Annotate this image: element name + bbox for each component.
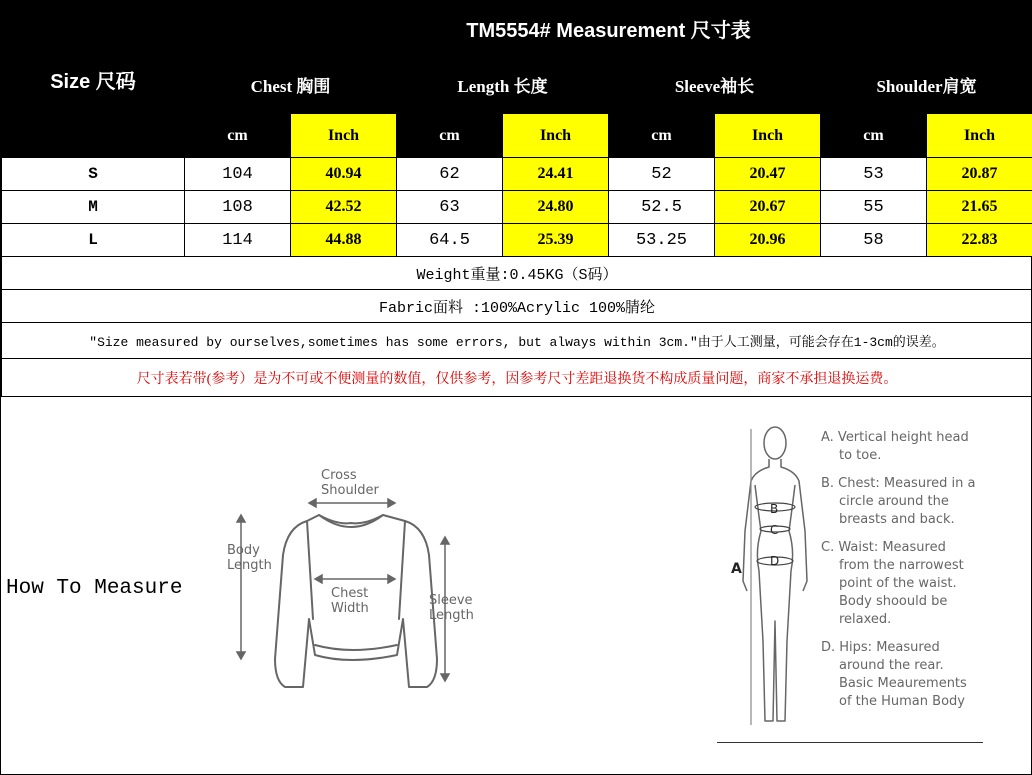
figure-head bbox=[764, 427, 786, 459]
legend-item-b bbox=[821, 475, 1021, 529]
weight-row bbox=[2, 257, 1032, 290]
shoulder-inch-cell: 22.83 bbox=[927, 224, 1032, 257]
shoulder-cm-cell: 53 bbox=[821, 158, 927, 191]
legend-b-line: circle around the bbox=[839, 494, 949, 509]
cross-shoulder-label-1: Cross bbox=[321, 468, 357, 483]
label-b: B bbox=[770, 502, 779, 516]
unit-inch: Inch bbox=[291, 114, 397, 158]
legend-a-line: to toe. bbox=[839, 448, 882, 463]
title-row bbox=[2, 2, 1032, 56]
unit-cm: cm bbox=[821, 114, 927, 158]
legend-d-line: D. Hips: Measured bbox=[821, 640, 940, 655]
group-chest: Chest 胸围 bbox=[185, 56, 397, 114]
arrowhead-icon bbox=[441, 537, 449, 544]
size-label: M bbox=[2, 191, 185, 224]
legend-c-line: from the narrowest bbox=[839, 558, 964, 573]
chest-inch-cell: 40.94 bbox=[291, 158, 397, 191]
unit-inch: Inch bbox=[927, 114, 1032, 158]
legend-c-line: Body shoould be bbox=[839, 594, 948, 609]
measurement-note: "Size measured by ourselves,sometimes has some errors, but always within 3cm."由于人工测量，可能会存在1-3cm的误差。 bbox=[2, 323, 1032, 359]
table-row bbox=[2, 191, 1032, 224]
legend-b-line: breasts and back. bbox=[839, 512, 955, 527]
legend-item-c bbox=[821, 539, 1021, 629]
unit-cm: cm bbox=[397, 114, 503, 158]
length-cm-cell: 63 bbox=[397, 191, 503, 224]
length-inch-cell: 24.80 bbox=[503, 191, 609, 224]
legend-d-line: of the Human Body bbox=[839, 694, 965, 709]
legend-c-line: point of the waist. bbox=[839, 576, 957, 591]
legend-a-line: A. Vertical height head bbox=[821, 430, 969, 445]
sleeve-length-label-1: Sleeve bbox=[429, 593, 473, 608]
group-sleeve: Sleeve袖长 bbox=[609, 56, 821, 114]
sleeve-cm-cell: 52 bbox=[609, 158, 715, 191]
weight-text: Weight重量:0.45KG（S码） bbox=[2, 257, 1032, 290]
table-row bbox=[2, 224, 1032, 257]
sweater-neckline bbox=[319, 515, 383, 527]
legend-item-a bbox=[821, 429, 1021, 465]
how-to-measure-label: How To Measure bbox=[6, 577, 183, 600]
fabric-row bbox=[2, 290, 1032, 323]
chest-cm-cell: 104 bbox=[185, 158, 291, 191]
sweater-right-seam bbox=[399, 521, 405, 619]
size-label: S bbox=[2, 158, 185, 191]
shoulder-inch-cell: 20.87 bbox=[927, 158, 1032, 191]
shoulder-inch-cell: 21.65 bbox=[927, 191, 1032, 224]
unit-inch: Inch bbox=[503, 114, 609, 158]
sleeve-inch-cell: 20.67 bbox=[715, 191, 821, 224]
chest-width-label-2: Width bbox=[331, 601, 369, 616]
sweater-left-seam bbox=[307, 521, 313, 619]
chest-cm-cell: 108 bbox=[185, 191, 291, 224]
arrowhead-icon bbox=[237, 652, 245, 659]
chest-width-label-1: Chest bbox=[331, 586, 369, 601]
body-figure-diagram bbox=[725, 421, 815, 743]
sweater-diagram bbox=[219, 459, 489, 699]
sleeve-cm-cell: 52.5 bbox=[609, 191, 715, 224]
unit-inch: Inch bbox=[715, 114, 821, 158]
length-cm-cell: 64.5 bbox=[397, 224, 503, 257]
legend-d-line: around the rear. bbox=[839, 658, 944, 673]
fabric-text: Fabric面料 :100%Acrylic 100%腈纶 bbox=[2, 290, 1032, 323]
sleeve-length-label-2: Length bbox=[429, 608, 474, 623]
legend-c-line: relaxed. bbox=[839, 612, 892, 627]
sleeve-inch-cell: 20.47 bbox=[715, 158, 821, 191]
label-c: C bbox=[770, 523, 779, 537]
label-a: A bbox=[731, 561, 742, 577]
legend-baseline bbox=[717, 742, 983, 743]
warning-text: 尺寸表若带(参考）是为不可或不便测量的数值，仅供参考，因参考尺寸差距退换货不构成质量问题，商家不承担退换运费。 bbox=[2, 359, 1032, 397]
legend-b-line: B. Chest: Measured in a bbox=[821, 476, 976, 491]
arrowhead-icon bbox=[441, 674, 449, 681]
length-inch-cell: 25.39 bbox=[503, 224, 609, 257]
chest-inch-cell: 42.52 bbox=[291, 191, 397, 224]
legend-item-d bbox=[821, 639, 1021, 711]
table-row bbox=[2, 158, 1032, 191]
size-table bbox=[1, 1, 1032, 397]
arrowhead-icon bbox=[315, 575, 322, 583]
sleeve-inch-cell: 20.96 bbox=[715, 224, 821, 257]
how-to-measure-section bbox=[1, 399, 1032, 775]
body-length-label-2: Length bbox=[227, 558, 272, 573]
unit-cm: cm bbox=[185, 114, 291, 158]
cross-shoulder-label-2: Shoulder bbox=[321, 483, 379, 498]
figure-body bbox=[755, 485, 795, 721]
sleeve-cm-cell: 53.25 bbox=[609, 224, 715, 257]
shoulder-cm-cell: 55 bbox=[821, 191, 927, 224]
shoulder-cm-cell: 58 bbox=[821, 224, 927, 257]
arrowhead-icon bbox=[309, 499, 316, 507]
arrowhead-icon bbox=[388, 575, 395, 583]
group-shoulder: Shoulder肩宽 bbox=[821, 56, 1032, 114]
body-length-label-1: Body bbox=[227, 543, 260, 558]
unit-cm: cm bbox=[609, 114, 715, 158]
chest-inch-cell: 44.88 bbox=[291, 224, 397, 257]
length-cm-cell: 62 bbox=[397, 158, 503, 191]
note-row bbox=[2, 323, 1032, 359]
label-d: D bbox=[770, 554, 780, 568]
size-label: L bbox=[2, 224, 185, 257]
measurement-legend bbox=[821, 429, 1021, 721]
arrowhead-icon bbox=[388, 499, 395, 507]
warning-row bbox=[2, 359, 1032, 397]
legend-c-line: C. Waist: Measured bbox=[821, 540, 946, 555]
legend-d-line: Basic Meaurements bbox=[839, 676, 967, 691]
table-title: TM5554# Measurement 尺寸表 bbox=[185, 2, 1032, 56]
size-header: Size 尺码 bbox=[2, 2, 185, 158]
length-inch-cell: 24.41 bbox=[503, 158, 609, 191]
sweater-hem bbox=[315, 645, 397, 650]
group-length: Length 长度 bbox=[397, 56, 609, 114]
arrowhead-icon bbox=[237, 515, 245, 522]
chest-cm-cell: 114 bbox=[185, 224, 291, 257]
